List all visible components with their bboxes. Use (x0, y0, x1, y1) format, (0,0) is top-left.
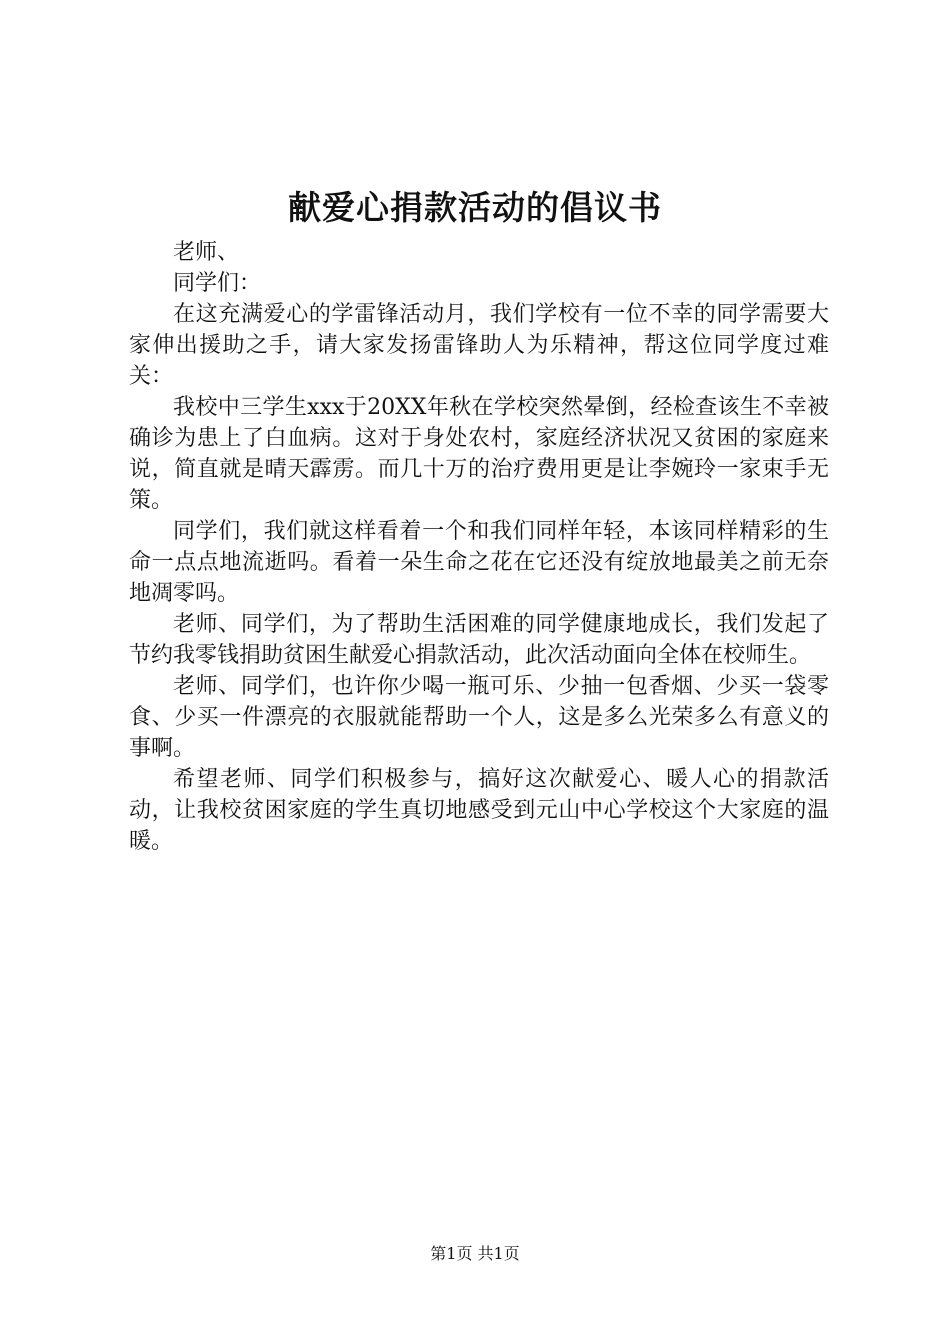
document-body (129, 237, 829, 857)
body-paragraph: 我校中三学生xxx于20XX年秋在学校突然晕倒，经检查该生不幸被确诊为患上了白血病。这对于身处农村，家庭经济状况又贫困的家庭来说，简直就是晴天霹雳。而几十万的治疗费用更是让李婉玲一家束手无策。 (129, 395, 829, 513)
document-title: 献爱心捐款活动的倡议书 (288, 188, 662, 227)
body-paragraph: 希望老师、同学们积极参与，搞好这次献爱心、暖人心的捐款活动，让我校贫困家庭的学生真切地感受到元山中心学校这个大家庭的温暖。 (129, 767, 829, 854)
body-paragraph: 同学们，我们就这样看着一个和我们同样年轻，本该同样精彩的生命一点点地流逝吗。看着一朵生命之花在它还没有绽放地最美之前无奈地凋零吗。 (129, 519, 829, 606)
salutation-students: 同学们： (173, 271, 262, 296)
body-paragraph: 老师、同学们，也许你少喝一瓶可乐、少抽一包香烟、少买一袋零食、少买一件漂亮的衣服就能帮助一个人，这是多么光荣多么有意义的事啊。 (129, 674, 829, 761)
body-paragraph: 在这充满爱心的学雷锋活动月，我们学校有一位不幸的同学需要大家伸出援助之手，请大家发扬雷锋助人为乐精神，帮这位同学度过难关： (129, 302, 829, 389)
salutation-teachers: 老师、 (173, 240, 240, 265)
body-paragraph: 老师、同学们，为了帮助生活困难的同学健康地成长，我们发起了节约我零钱捐助贫困生献爱心捐款活动，此次活动面向全体在校师生。 (129, 612, 829, 668)
page-footer: 第1页 共1页 (430, 1244, 520, 1263)
